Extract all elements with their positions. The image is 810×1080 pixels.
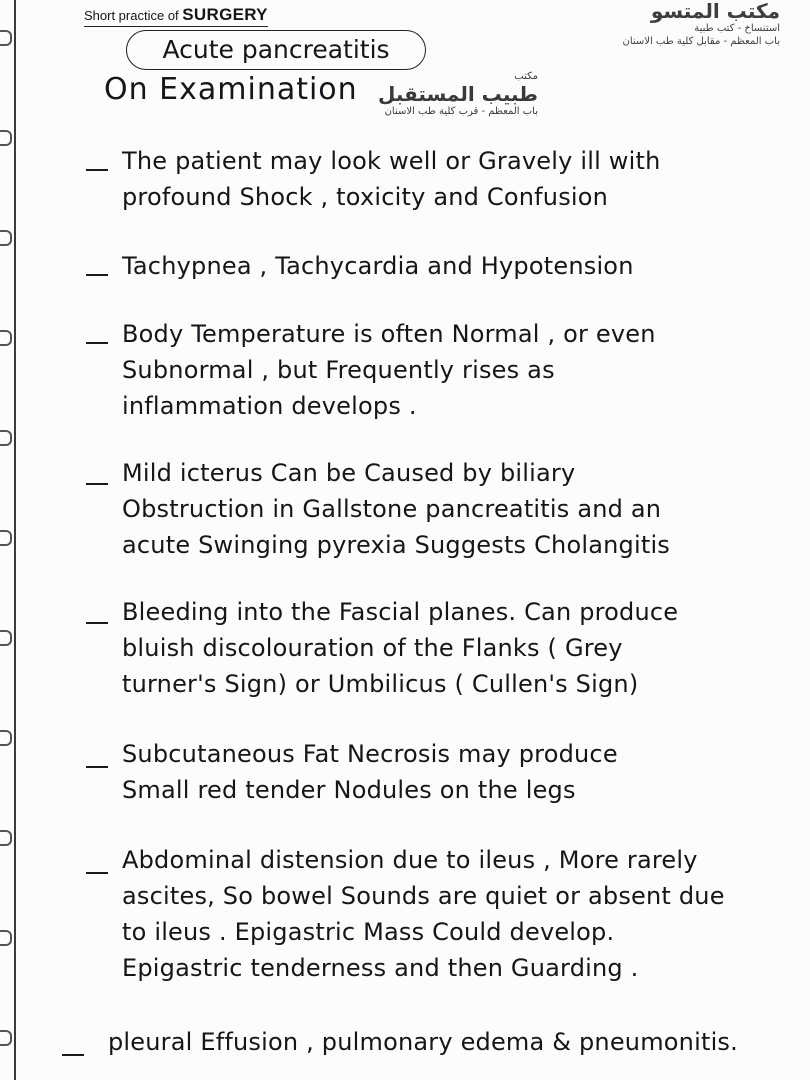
- binding-ring: [0, 330, 12, 346]
- section-heading: On Examination: [104, 72, 358, 107]
- list-item: [86, 143, 776, 215]
- binding-ring: [0, 130, 12, 146]
- shop-stamp-middle: [378, 70, 538, 118]
- item-text: Body Temperature is often Normal , or even Subnormal , but Frequently rises as inflammation develops .: [122, 320, 656, 420]
- item-text: Mild icterus Can be Caused by biliary Obstruction in Gallstone pancreatitis and an acute Swinging pyrexia Suggests Cholangitis: [122, 459, 671, 559]
- list-item: [86, 736, 776, 808]
- bullet-dash: [62, 1054, 84, 1056]
- binding-ring: [0, 1030, 12, 1046]
- bullet-dash: [86, 872, 108, 874]
- list-item: [62, 1024, 782, 1060]
- item-text: The patient may look well or Gravely ill with profound Shock , toxicity and Confusion: [122, 147, 661, 211]
- bullet-dash: [86, 483, 108, 485]
- list-item: [86, 842, 776, 986]
- binding-ring: [0, 430, 12, 446]
- binding-ring: [0, 230, 12, 246]
- stamp-line: مكتب: [514, 71, 538, 82]
- binding-ring: [0, 530, 12, 546]
- page-title: Acute pancreatitis: [126, 30, 426, 70]
- item-text: Abdominal distension due to ileus , More rarely ascites, So bowel Sounds are quiet or absent due to ileus . Epigastric Mass Could develop. Epigastric tenderness and then Guarding .: [122, 846, 725, 982]
- item-text: pleural Effusion , pulmonary edema & pneumonitis.: [108, 1028, 738, 1056]
- stamp-line: باب المعظم - مقابل كلية طب الاسنان: [622, 36, 780, 47]
- binding-ring: [0, 630, 12, 646]
- stamp-line: طبيب المستقبل: [378, 82, 538, 106]
- binding-ring: [0, 730, 12, 746]
- list-item: [86, 248, 776, 284]
- bullet-dash: [86, 622, 108, 624]
- bullet-dash: [86, 169, 108, 171]
- list-item: [86, 455, 776, 563]
- list-item: [86, 316, 776, 424]
- binding-ring: [0, 30, 12, 46]
- shop-stamp-top-right: [622, 0, 780, 48]
- bullet-dash: [86, 342, 108, 344]
- item-text: Tachypnea , Tachycardia and Hypotension: [122, 252, 634, 280]
- binding-ring: [0, 830, 12, 846]
- header-prefix: Short practice of: [84, 8, 183, 23]
- binding-ring: [0, 930, 12, 946]
- stamp-line: مكتب المتسو: [650, 0, 780, 23]
- header-brand: SURGERY: [182, 5, 268, 24]
- bullet-dash: [86, 766, 108, 768]
- stamp-line: استنساخ - كتب طبية: [694, 23, 780, 34]
- bullet-dash: [86, 274, 108, 276]
- margin-line: [14, 0, 16, 1080]
- stamp-line: باب المعظم - قرب كلية طب الاسنان: [384, 106, 538, 117]
- book-header: [84, 5, 268, 27]
- list-item: [86, 594, 776, 702]
- item-text: Subcutaneous Fat Necrosis may produce Small red tender Nodules on the legs: [122, 740, 618, 804]
- item-text: Bleeding into the Fascial planes. Can produce bluish discolouration of the Flanks ( Grey turner's Sign) or Umbilicus ( Cullen's Sign): [122, 598, 679, 698]
